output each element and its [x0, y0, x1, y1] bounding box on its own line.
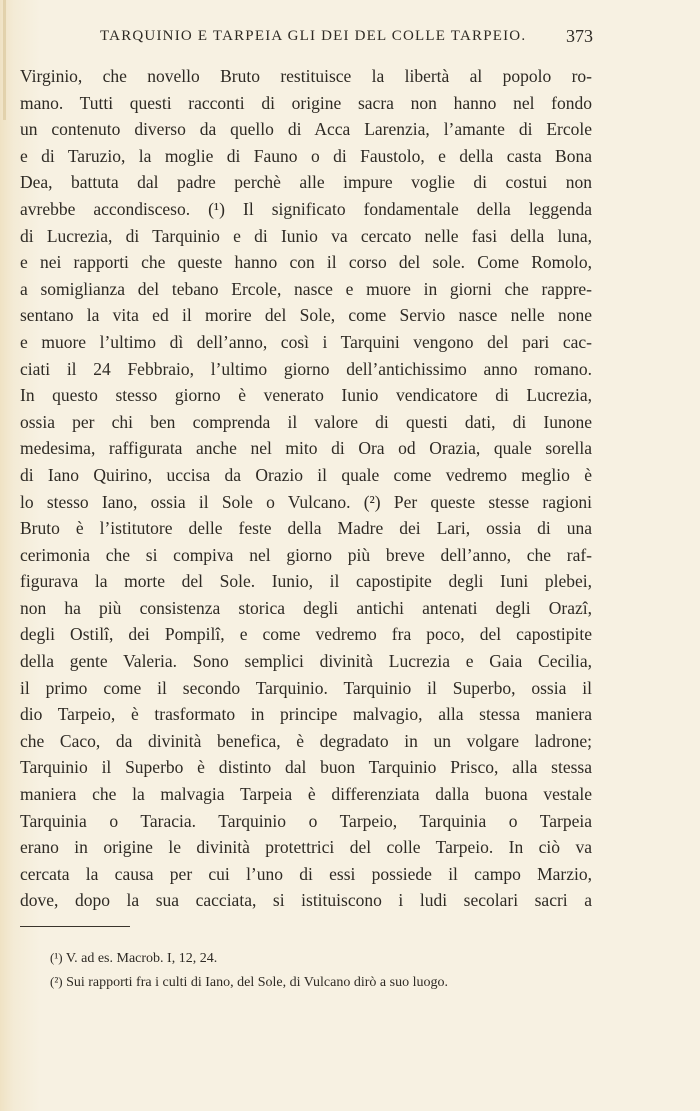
- text-line: maniera che la malvagia Tarpeia è differenziata dalla buona vestale: [20, 784, 592, 805]
- text-line: non ha più consistenza storica degli antichi antenati degli Orazî,: [20, 597, 592, 618]
- footnote-2: [50, 970, 595, 994]
- footnote-mark: (¹): [50, 950, 63, 965]
- text-line: a somiglianza del tebano Ercole, nasce e muore in giorni che rappre-: [20, 278, 592, 299]
- text-line: degli Ostilî, dei Pompilî, e come vedremo fra poco, del capostipite: [20, 624, 592, 645]
- text-line: figurava la morte del Sole. Iunio, il capostipite degli Iuni plebei,: [20, 571, 592, 592]
- footnote-text: V. ad es. Macrob. I, 12, 24.: [65, 951, 218, 966]
- page-gutter-shadow: [3, 0, 6, 120]
- footnote-1: [50, 946, 595, 970]
- text-line: Dea, battuta dal padre perchè alle impure voglie di costui non: [20, 172, 592, 193]
- footnote-mark: (²): [50, 974, 63, 989]
- footnote-divider: [20, 926, 130, 927]
- text-line: mano. Tutti questi racconti di origine sacra non hanno nel fondo: [20, 92, 592, 113]
- text-line: Bruto è l’istitutore delle feste della Madre dei Lari, ossia di una: [20, 518, 592, 539]
- text-line: e di Taruzio, la moglie di Fauno o di Faustolo, e della casta Bona: [20, 145, 592, 166]
- text-line: Tarquinia o Taracia. Tarquinio o Tarpeio, Tarquinia o Tarpeia: [20, 810, 592, 831]
- text-line: medesima, raffigurata anche nel mito di Ora od Orazia, quale sorella: [20, 438, 592, 459]
- text-line: dove, dopo la sua cacciata, si istituiscono i ludi secolari sacri a: [20, 890, 592, 911]
- text-line: avrebbe accondisceso. (¹) Il significato fondamentale della leggenda: [20, 198, 592, 219]
- text-line: ciati il 24 Febbraio, l’ultimo giorno dell’antichissimo anno romano.: [20, 358, 592, 379]
- text-line: di Lucrezia, di Tarquinio e di Iunio va cercato nelle fasi della luna,: [20, 225, 592, 246]
- text-line: il primo come il secondo Tarquinio. Tarquinio il Superbo, ossia il: [20, 677, 592, 698]
- text-line: ossia per chi ben comprenda il valore di questi dati, di Iunone: [20, 411, 592, 432]
- text-line: Tarquinio il Superbo è distinto dal buon Tarquinio Prisco, alla stessa: [20, 757, 592, 778]
- footnote-text: Sui rapporti fra i culti di Iano, del Sole, di Vulcano dirò a suo luogo.: [66, 975, 448, 990]
- text-line: un contenuto diverso da quello di Acca Larenzia, l’amante di Ercole: [20, 119, 592, 140]
- text-line: erano in origine le divinità protettrici del colle Tarpeio. In ciò va: [20, 837, 592, 858]
- running-head: TARQUINIO E TARPEIA GLI DEI DEL COLLE TARPEIO.: [100, 28, 527, 44]
- text-line: sentano la vita ed il morire del Sole, come Servio nasce nelle none: [20, 305, 592, 326]
- body-text: [20, 63, 592, 914]
- footnotes: [50, 946, 595, 994]
- text-line: lo stesso Iano, ossia il Sole o Vulcano. (²) Per queste stesse ragioni: [20, 491, 592, 512]
- text-line: di Iano Quirino, uccisa da Orazio il quale come vedremo meglio è: [20, 464, 592, 485]
- text-line: Virginio, che novello Bruto restituisce la libertà al popolo ro-: [20, 66, 592, 86]
- page-number: 373: [566, 26, 593, 46]
- text-line: che Caco, da divinità benefica, è degradato in un volgare ladrone;: [20, 730, 592, 751]
- text-line: della gente Valeria. Sono semplici divinità Lucrezia e Gaia Cecilia,: [20, 651, 592, 672]
- text-line: In questo stesso giorno è venerato Iunio vendicatore di Lucrezia,: [20, 385, 592, 406]
- text-line: dio Tarpeio, è trasformato in principe malvagio, alla stessa maniera: [20, 704, 592, 725]
- text-line: cercata la causa per cui l’uno di essi possiede il campo Marzio,: [20, 863, 592, 884]
- text-line: e nei rapporti che queste hanno con il corso del sole. Come Romolo,: [20, 252, 592, 273]
- text-line: cerimonia che si compiva nel giorno più breve dell’anno, che raf-: [20, 544, 592, 565]
- text-line: e muore l’ultimo dì dell’anno, così i Tarquini vengono del pari cac-: [20, 331, 592, 352]
